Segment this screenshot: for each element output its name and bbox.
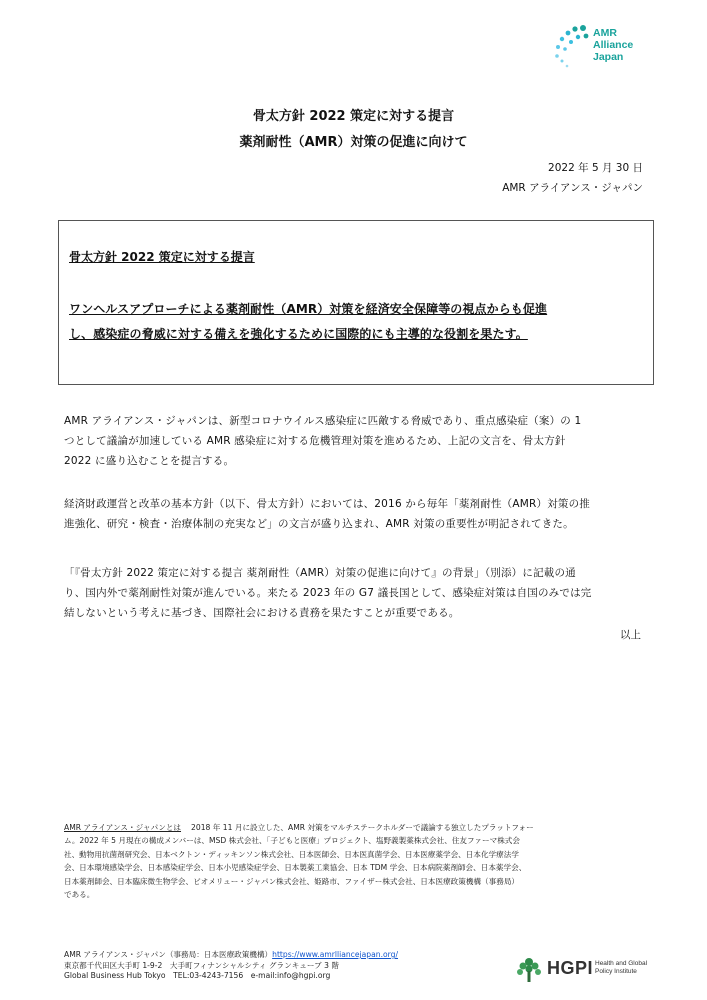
proposal-body-line-1: ワンヘルスアプローチによる薬剤耐性（AMR）対策を経済安全保障等の視点からも促進 (69, 302, 548, 316)
dots-logo-icon (553, 24, 593, 72)
proposal-box (58, 220, 654, 385)
paragraph-3 (64, 563, 642, 623)
logo-line-2: Alliance (593, 39, 634, 51)
footer-address: 東京都千代田区大手町 1-9-2 大手町フィナンシャルシティ グランキューブ 3 階 (64, 960, 339, 970)
note-line: 会、日本環境感染学会、日本感染症学会、日本小児感染症学会、日本製薬工業協会、日本 TDM 学会、日本病院薬剤師会、日本薬学会、 (64, 863, 527, 873)
author-org: AMR アライアンス・ジャパン (502, 182, 643, 194)
footer-contact (64, 950, 514, 982)
footer-org: AMR アライアンス・ジャパン（事務局：日本医療政策機構） (64, 950, 273, 959)
note-line: である。 (64, 890, 95, 900)
proposal-body-line-2: し、感染症の脅威に対する備えを強化するために国際的にも主導的な役割を果たす。 (69, 327, 528, 341)
alliance-note (64, 821, 646, 901)
proposal-heading: 骨太方針 2022 策定に対する提言 (69, 250, 255, 264)
note-line: ム。2022 年 5 月現在の構成メンバーは、MSD 株式会社、「子どもと医療」プロジェクト、塩野義製薬株式会社、住友ファーマ株式会 (64, 836, 520, 846)
paragraph-line: 2022 に盛り込むことを提言する。 (64, 455, 235, 467)
paragraph-line: 結しないという考えに基づき、国際社会における責務を果たすことが重要である。 (64, 607, 460, 619)
title-line-2: 薬剤耐性（AMR）対策の促進に向けて (239, 135, 468, 150)
paragraph-2 (64, 494, 642, 534)
logo-line-1: AMR (593, 27, 617, 39)
note-line: 2018 年 11 月に設立した、AMR 対策をマルチステークホルダーで議論する独立したプラットフォー (191, 823, 534, 832)
logo-line-3: Japan (593, 51, 624, 63)
paragraph-line: 進強化、研究・検査・治療体制の充実など」の文言が盛り込まれ、AMR 対策の重要性が明記されてきた。 (64, 518, 574, 530)
hgpi-sub-1: Health and Global (595, 960, 648, 967)
proposal-body (69, 297, 649, 347)
paragraph-line: AMR アライアンス・ジャパンは、新型コロナウイルス感染症に匹敵する脅威であり、重点感染症（案）の 1 (64, 415, 582, 427)
paragraph-line: り、国内外で薬剤耐性対策が進んでいる。来たる 2023 年の G7 議長国として、感染症対策は自国のみでは完 (64, 587, 592, 599)
hgpi-sub-2: Policy Institute (595, 968, 637, 975)
footer-tel-email: Global Business Hub Tokyo TEL:03-4243-7156 e-mail:info@hgpi.org (64, 971, 331, 980)
note-line: 日本薬剤師会、日本臨床微生物学会、ビオメリュー・ジャパン株式会社、姫路市、ファイザー株式会社、日本医療政策機構（事務局） (64, 876, 520, 886)
website-link[interactable]: https://www.amrlliancejapan.org/ (272, 950, 399, 959)
note-lead: AMR アライアンス・ジャパンとは (64, 823, 182, 832)
hgpi-mark: HGPI (547, 958, 594, 978)
closing-mark: 以上 (620, 629, 641, 641)
paragraph-line: 経済財政運営と改革の基本方針（以下、骨太方針）においては、2016 から毎年「薬剤耐性（AMR）対策の推 (64, 498, 590, 510)
note-line: 社、動物用抗菌剤研究会、日本ベクトン・ディッキンソン株式会社、日本医師会、日本医真菌学会、日本医療薬学会、日本化学療法学 (64, 849, 519, 859)
paragraph-1 (64, 411, 642, 471)
tree-logo-icon (515, 956, 543, 984)
title-line-1: 骨太方針 2022 策定に対する提言 (252, 109, 455, 124)
paragraph-line: 「『骨太方針 2022 策定に対する提言 薬剤耐性（AMR）対策の促進に向けて』の背景」（別添）に記載の通 (64, 567, 576, 579)
document-date: 2022 年 5 月 30 日 (548, 162, 643, 174)
amr-alliance-japan-logo (553, 24, 683, 72)
paragraph-line: つとして議論が加速している AMR 感染症に対する危機管理対策を進めるため、上記の文言を、骨太方針 (64, 435, 566, 447)
hgpi-logo (515, 956, 655, 982)
